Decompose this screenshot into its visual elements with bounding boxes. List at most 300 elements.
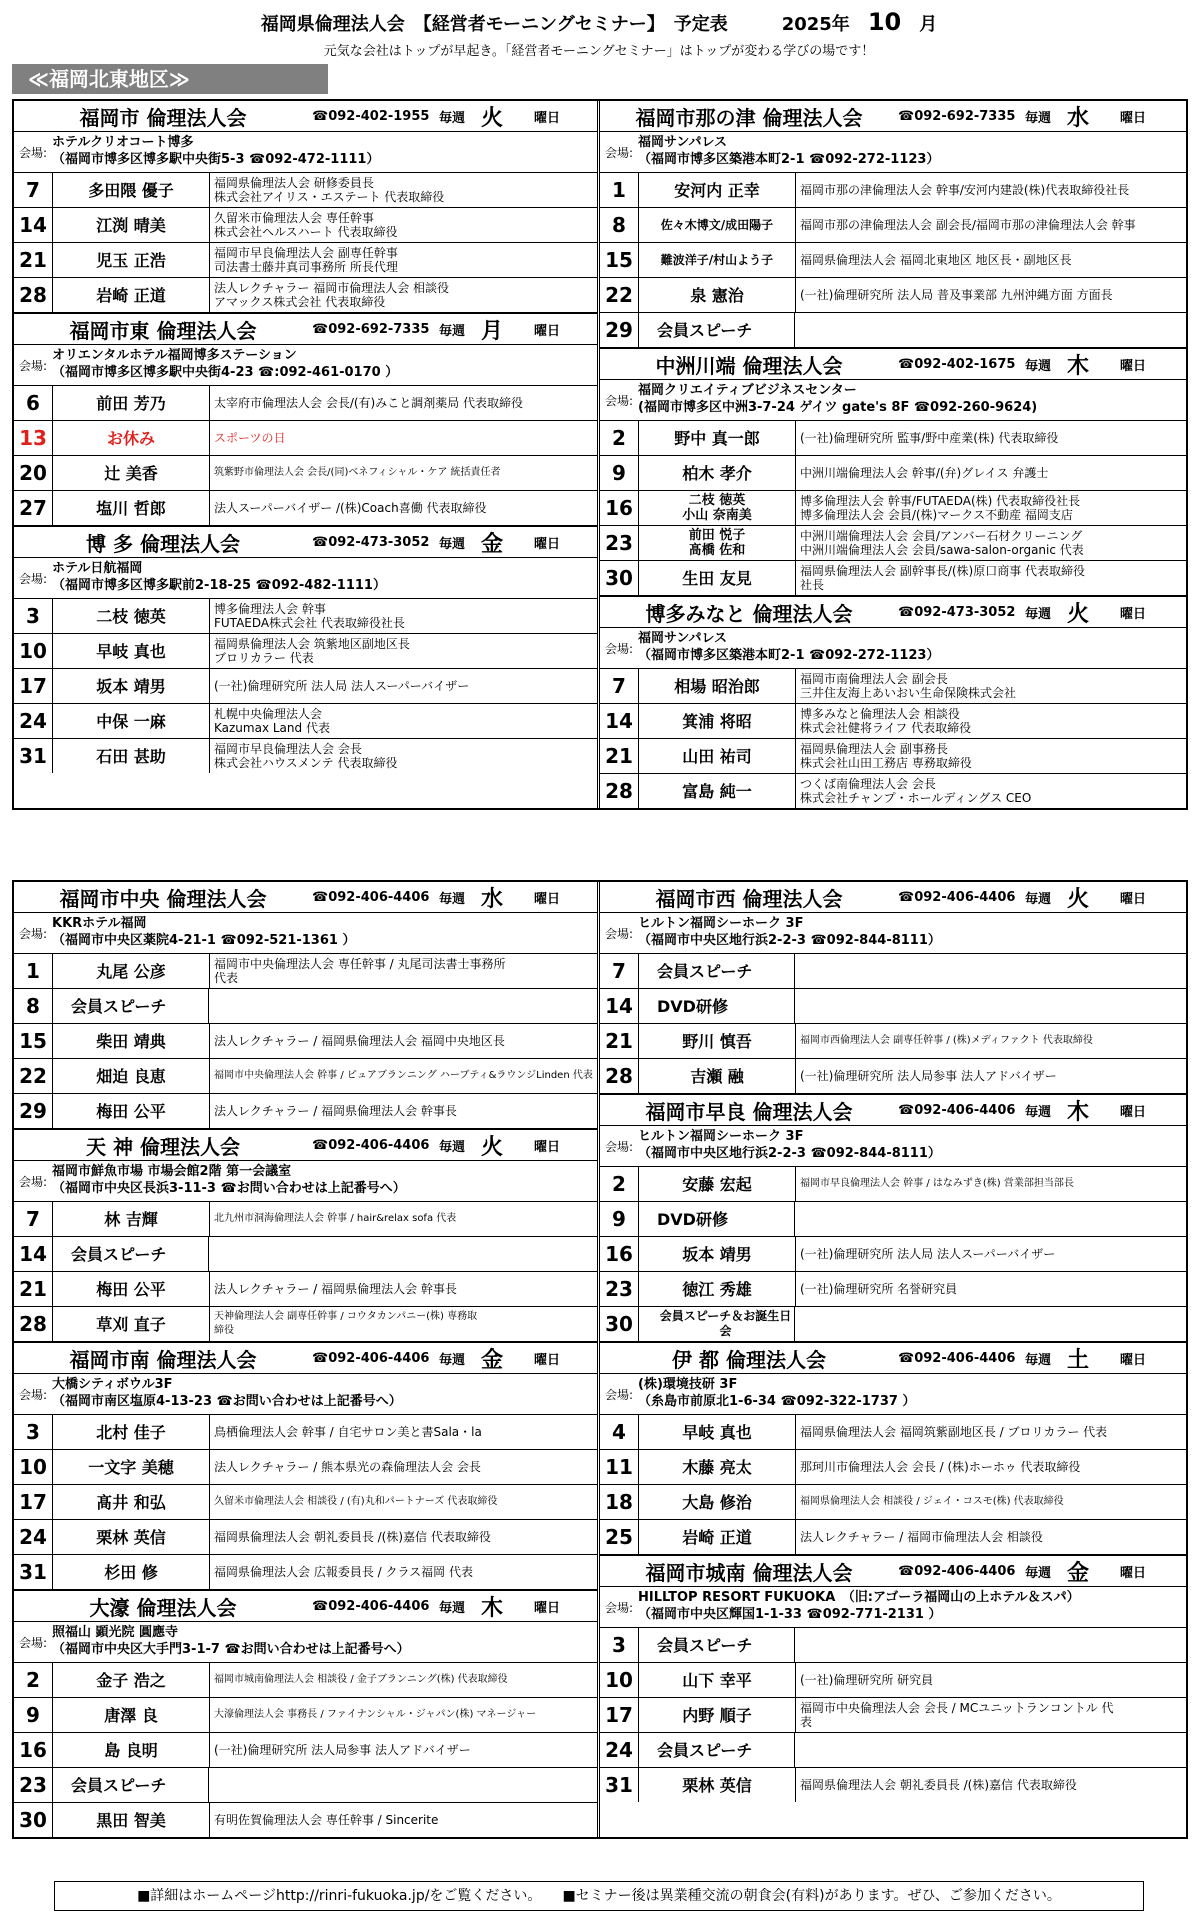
date: 23 (600, 526, 639, 560)
chapter-phone: ☎092-406-4406 (312, 1350, 430, 1366)
speaker-title (210, 1202, 597, 1236)
speaker-title-line1: 天神倫理法人会 副専任幹事 / コウタカンパニー(株) 専務取 (214, 1311, 478, 1322)
speaker-name: 梅田 公平 (53, 1094, 210, 1128)
schedule-row (14, 173, 597, 208)
schedule-row (14, 386, 597, 421)
venue-name: KKRホテル福岡 (52, 916, 147, 931)
date: 30 (600, 1307, 639, 1341)
speaker-title (210, 1698, 597, 1732)
venue (14, 558, 597, 599)
card (14, 1591, 597, 1837)
schedule-row (600, 704, 1186, 739)
speaker-title-line1: 大濠倫理法人会 事務長 / ファイナンシャル・ジャパン(株) マネージャー (214, 1709, 537, 1720)
date: 21 (600, 1024, 639, 1058)
speaker-name: 会員スピーチ (53, 1768, 209, 1802)
speaker-title-line1: 札幌中央倫理法人会 (214, 707, 323, 721)
speaker-title (796, 173, 1186, 207)
date: 22 (14, 1059, 53, 1093)
youbi-label: 曜日 (1119, 110, 1146, 126)
speaker-title-line1: 福岡県倫理法人会 副幹事長/(株)原口商事 代表取締役 (800, 564, 1086, 578)
chapter-phone: ☎092-402-1955 (312, 108, 430, 124)
weekday: 金 (480, 1347, 503, 1373)
speaker-title (210, 599, 597, 633)
chapter-name: 福岡市東 倫理法人会 (69, 318, 257, 343)
chapter-phone: ☎092-406-4406 (898, 1350, 1016, 1366)
speaker-title-line1: 福岡県倫理法人会 相談役 / ジェイ・コスモ(株) 代表取締役 (800, 1496, 1064, 1507)
youbi-label: 曜日 (1119, 606, 1146, 622)
date: 23 (600, 1272, 639, 1306)
speaker-name: 内野 順子 (639, 1698, 796, 1732)
date: 7 (600, 954, 639, 988)
speaker-title-line2: 株式会社ハウスメンテ 代表取締役 (214, 756, 398, 770)
date: 10 (14, 634, 53, 668)
speaker-title (210, 173, 597, 207)
speaker-title-line1: 博多みなと倫理法人会 相談役 (800, 707, 960, 721)
weekday: 火 (480, 1134, 503, 1160)
venue-text (638, 1126, 1186, 1166)
speaker-title-line1: 福岡市中央倫理法人会 専任幹事 / 丸尾司法書士事務所 (214, 957, 506, 971)
speaker-name: 岩崎 正道 (639, 1520, 796, 1554)
venue-label: 会場: (18, 1174, 48, 1189)
speaker-title (210, 421, 597, 455)
speaker-title-line1: 中洲川端倫理法人会 会員/アンバー石材クリーニング (800, 529, 1083, 543)
speaker-title-line1: 那珂川市倫理法人会 会長 / (株)ホーホゥ 代表取締役 (800, 1460, 1081, 1474)
venue-address: （福岡市博多区博多駅中央街4-23 ☎:092-461-0170 ） (52, 365, 399, 380)
schedule-row (14, 421, 597, 456)
schedule-row (600, 208, 1186, 243)
speaker-name: 一文字 美穂 (53, 1450, 210, 1484)
date: 9 (600, 456, 639, 490)
speaker-title-line1: (一社)倫理研究所 名誉研究員 (800, 1282, 958, 1296)
venue-address: （福岡市博多区築港本町2-1 ☎092-272-1123） (638, 648, 940, 663)
speaker-name: 丸尾 公彦 (53, 954, 210, 988)
speaker-title-line1: 福岡市中央倫理法人会 幹事 / ピュアブランニング ハーブティ&ラウンジLinden 代表 (214, 1070, 593, 1081)
schedule-row (14, 1272, 597, 1307)
speaker-name: 島 良明 (53, 1733, 210, 1767)
date: 18 (600, 1485, 639, 1519)
date: 11 (600, 1450, 639, 1484)
schedule-row (14, 1520, 597, 1555)
venue-label: 会場: (604, 641, 634, 656)
venue-address: （福岡市博多区博多駅中央街5-3 ☎092-472-1111） (52, 152, 380, 167)
speaker-name: 佐々木博文/成田陽子 (639, 208, 796, 242)
speaker-name: 安藤 宏起 (639, 1167, 796, 1201)
venue-label: 会場: (604, 1387, 634, 1402)
weekly-label: 毎週 (438, 1139, 465, 1155)
speaker-title (209, 1237, 597, 1271)
youbi-label: 曜日 (533, 1352, 560, 1368)
speaker-title-line1: 鳥栖倫理法人会 幹事 / 自宅サロン美と書Sala・la (214, 1425, 482, 1439)
schedule-row (14, 1059, 597, 1094)
venue-address: （福岡市中央区薬院4-21-1 ☎092-521-1361 ） (52, 933, 356, 948)
speaker-title-line1: つくば南倫理法人会 会長 (800, 777, 936, 791)
schedule-row (14, 1698, 597, 1733)
chapter-header (600, 1343, 1186, 1374)
date: 7 (14, 173, 53, 207)
speaker-title-line1: 福岡市城南倫理法人会 相談役 / 金子ブランニング(株) 代表取締役 (214, 1674, 508, 1685)
speaker-title-line1: 法人スーパーバイザー /(株)Coach喜働 代表取締役 (214, 501, 487, 515)
speaker-title-line1: (一社)倫理研究所 法人局参事 法人アドバイザー (214, 1743, 471, 1757)
chapter-header (14, 882, 597, 913)
speaker-title-line1: 法人レクチャラー / 福岡県倫理法人会 幹事長 (214, 1282, 457, 1296)
speaker-title (210, 954, 597, 988)
card (14, 882, 597, 1130)
date: 7 (14, 1202, 53, 1236)
chapter-header (600, 1095, 1186, 1126)
speaker-title (796, 1485, 1186, 1519)
speaker-title-line1: 福岡市那の津倫理法人会 副会長/福岡市那の津倫理法人会 幹事 (800, 218, 1136, 232)
card (600, 597, 1186, 808)
footer-right: ■セミナー後は異業種交流の朝食会(有料)があります。ぜひ、ご参加ください。 (562, 1888, 1061, 1904)
date: 17 (600, 1698, 639, 1732)
speaker-title (796, 526, 1186, 560)
speaker-title-line1: 法人レクチャラー / 福岡市倫理法人会 相談役 (800, 1530, 1043, 1544)
speaker-name: 二枝 徳英 (53, 599, 210, 633)
date: 2 (600, 1167, 639, 1201)
speaker-name: お休み (53, 421, 210, 455)
speaker-title (210, 456, 597, 490)
schedule-row (14, 954, 597, 989)
weekday: 火 (480, 105, 503, 131)
date: 23 (14, 1768, 53, 1802)
venue-address: （糸島市前原北1-6-34 ☎092-322-1737 ） (638, 1394, 916, 1409)
chapter-name: 福岡市中央 倫理法人会 (59, 886, 267, 911)
venue (600, 1126, 1186, 1167)
venue-name: (株)環境技研 3F (638, 1377, 738, 1392)
venue-name: 福岡サンパレス (638, 631, 728, 646)
speaker-title (796, 1059, 1186, 1093)
date: 30 (14, 1803, 53, 1837)
venue-address: （福岡市中央区地行浜2-2-3 ☎092-844-8111） (638, 933, 941, 948)
youbi-label: 曜日 (533, 1600, 560, 1616)
venue-name: 照福山 顕光院 圓應寺 (52, 1625, 179, 1640)
speaker-title-line2: 締役 (214, 1325, 234, 1336)
venue-name: 福岡市鮮魚市場 市場会館2階 第一会議室 (52, 1164, 292, 1179)
date: 14 (14, 208, 53, 242)
chapter-header (14, 527, 597, 558)
card (600, 101, 1186, 349)
speaker-name: 梅田 公平 (53, 1272, 210, 1306)
card (14, 101, 597, 314)
speaker-name: 山田 祐司 (639, 739, 796, 773)
speaker-title-line1: (一社)倫理研究所 監事/野中産業(株) 代表取締役 (800, 431, 1059, 445)
schedule-row (600, 1450, 1186, 1485)
speaker-name: 会員スピーチ (53, 989, 209, 1023)
chapter-header (14, 1130, 597, 1161)
date: 24 (14, 1520, 53, 1554)
date: 3 (600, 1628, 639, 1662)
speaker-title-line2: 代表 (214, 971, 239, 985)
speaker-title (796, 669, 1186, 703)
date: 20 (14, 456, 53, 490)
speaker-title-line1: 法人レクチャラー / 福岡県倫理法人会 福岡中央地区長 (214, 1034, 505, 1048)
venue-address: （福岡市中央区長浜3-11-3 ☎お問い合わせは上記番号へ） (52, 1181, 406, 1196)
speaker-title (795, 954, 1186, 988)
chapter-phone: ☎092-692-7335 (312, 321, 430, 337)
speaker-name: 杉田 修 (53, 1555, 210, 1589)
speaker-name: 辻 美香 (53, 456, 210, 490)
venue-text (638, 913, 1186, 953)
speaker-name: 早岐 真也 (53, 634, 210, 668)
date: 31 (600, 1768, 639, 1802)
chapter-header (600, 1556, 1186, 1587)
date: 27 (14, 491, 53, 525)
venue-address: （福岡市博多区築港本町2-1 ☎092-272-1123） (638, 152, 940, 167)
schedule-row (14, 1202, 597, 1237)
card (600, 1343, 1186, 1556)
speaker-title-line2: 株式会社ヘルスハート 代表取締役 (214, 225, 398, 239)
speaker-title (210, 704, 597, 738)
speaker-title-line2: アマックス株式会社 代表取締役 (214, 295, 386, 309)
speaker-title-line1: 福岡県倫理法人会 研修委員長 (214, 176, 374, 190)
date: 7 (600, 669, 639, 703)
speaker-name: 北村 佳子 (53, 1415, 210, 1449)
speaker-title (796, 1167, 1186, 1201)
card (14, 314, 597, 527)
venue-text (52, 132, 597, 172)
schedule-row (600, 1272, 1186, 1307)
venue-label: 会場: (18, 926, 48, 941)
schedule-row (14, 599, 597, 634)
chapter-phone: ☎092-692-7335 (898, 108, 1016, 124)
speaker-title-line1: 福岡市中央倫理法人会 会長 / MCユニットランコントル 代 (800, 1701, 1114, 1715)
venue-text (52, 345, 597, 385)
speaker-title (796, 278, 1186, 312)
speaker-title (796, 456, 1186, 490)
youbi-label: 曜日 (533, 110, 560, 126)
date: 29 (600, 313, 639, 347)
weekday: 木 (480, 1595, 503, 1621)
speaker-name: 児玉 正浩 (53, 243, 210, 277)
speaker-title-line1: 法人レクチャラー / 福岡県倫理法人会 幹事長 (214, 1104, 457, 1118)
speaker-name: 早岐 真也 (639, 1415, 796, 1449)
schedule-row (600, 421, 1186, 456)
speaker-name: 前田 芳乃 (53, 386, 210, 420)
speaker-title (796, 739, 1186, 773)
speaker-name: 畑迫 良恵 (53, 1059, 210, 1093)
card (600, 1095, 1186, 1343)
speaker-title-line1: 福岡県倫理法人会 広報委員長 / クラス福岡 代表 (214, 1565, 473, 1579)
date: 21 (14, 1272, 53, 1306)
speaker-title (210, 208, 597, 242)
speaker-name: 泉 憲治 (639, 278, 796, 312)
venue-label: 会場: (604, 926, 634, 941)
venue-name: オリエンタルホテル福岡博多ステーション (52, 348, 297, 363)
speaker-title-line2: Kazumax Land 代表 (214, 721, 330, 735)
speaker-title (796, 1768, 1186, 1802)
speaker-name: 箕浦 将昭 (639, 704, 796, 738)
title-month-unit: 月 (919, 14, 938, 35)
speaker-title (210, 1485, 597, 1519)
speaker-name: 中保 一麻 (53, 704, 210, 738)
date: 17 (14, 1485, 53, 1519)
speaker-title-line1: (一社)倫理研究所 法人局 法人スーパーバイザー (800, 1247, 1056, 1261)
weekday: 水 (1066, 105, 1089, 131)
footer-note (54, 1881, 1144, 1911)
venue (600, 913, 1186, 954)
venue-label: 会場: (18, 358, 48, 373)
youbi-label: 曜日 (533, 323, 560, 339)
date: 9 (600, 1202, 639, 1236)
speaker-title-line1: 博多倫理法人会 幹事/FUTAEDA(株) 代表取締役社長 (800, 494, 1081, 508)
speaker-name: 会員スピーチ (639, 954, 795, 988)
speaker-name: 坂本 靖男 (53, 669, 210, 703)
youbi-label: 曜日 (533, 536, 560, 552)
speaker-title-line1: (一社)倫理研究所 法人局 普及事業部 九州沖縄方面 方面長 (800, 288, 1113, 302)
date: 25 (600, 1520, 639, 1554)
speaker-name: 木藤 亮太 (639, 1450, 796, 1484)
date: 2 (14, 1663, 53, 1697)
schedule-row (14, 1024, 597, 1059)
date: 17 (14, 669, 53, 703)
speaker-title-line1: 福岡県倫理法人会 福岡北東地区 地区長・副地区長 (800, 253, 1072, 267)
venue-text (638, 1587, 1186, 1627)
schedule-row (14, 491, 597, 525)
chapter-name: 天 神 倫理法人会 (86, 1134, 240, 1159)
speaker-title-line1: 博多倫理法人会 幹事 (214, 602, 326, 616)
chapter-header (600, 597, 1186, 628)
speaker-title (796, 704, 1186, 738)
schedule-row (600, 1663, 1186, 1698)
schedule-row (600, 491, 1186, 526)
chapter-name: 福岡市西 倫理法人会 (655, 886, 843, 911)
date: 9 (14, 1698, 53, 1732)
speaker-title (796, 208, 1186, 242)
venue-address: （福岡市南区塩原4-13-23 ☎お問い合わせは上記番号へ） (52, 1394, 402, 1409)
speaker-name: 唐澤 良 (53, 1698, 210, 1732)
schedule-row (600, 1415, 1186, 1450)
schedule-row (14, 704, 597, 739)
speaker-name: 会員スピーチ (53, 1237, 209, 1271)
header (0, 0, 1198, 64)
area-label: ≪福岡北東地区≫ (12, 64, 328, 94)
schedule-row (600, 1485, 1186, 1520)
speaker-name: 難波洋子/村山よう子 (639, 243, 796, 277)
chapter-name: 福岡市 倫理法人会 (79, 105, 247, 130)
schedule-row (14, 1485, 597, 1520)
venue-label: 会場: (18, 1387, 48, 1402)
venue-name: 福岡クリエイティブビジネスセンター (638, 383, 857, 398)
speaker-title-line2: 司法書士藤井真司事務所 所長代理 (214, 260, 398, 274)
speaker-title (210, 1094, 597, 1128)
speaker-name: 栗林 英信 (639, 1768, 796, 1802)
speaker-title-line2: 中洲川端倫理法人会 会員/sawa-salon-organic 代表 (800, 543, 1084, 557)
venue-name: ヒルトン福岡シーホーク 3F (638, 1129, 804, 1144)
col-right-bottom (600, 882, 1186, 1837)
date: 1 (600, 173, 639, 207)
block-top (12, 99, 1188, 810)
speaker-title-line2: 社長 (800, 578, 825, 592)
title-month: 10 (867, 8, 902, 36)
schedule-row (600, 1768, 1186, 1802)
weekday: 月 (480, 318, 503, 344)
schedule-row (600, 774, 1186, 808)
date: 21 (14, 243, 53, 277)
schedule-row (14, 456, 597, 491)
speaker-title-line1: 福岡市早良倫理法人会 副専任幹事 (214, 246, 398, 260)
speaker-name: 生田 友見 (639, 561, 796, 595)
speaker-title-line1: 福岡市早良倫理法人会 会長 (214, 742, 362, 756)
speaker-name: 石田 甚助 (53, 739, 210, 773)
schedule-row (600, 1202, 1186, 1237)
chapter-phone: ☎092-406-4406 (898, 1102, 1016, 1118)
weekday: 火 (1066, 886, 1089, 912)
speaker-title-line1: (一社)倫理研究所 法人局 法人スーパーバイザー (214, 679, 470, 693)
speaker-title (795, 989, 1186, 1023)
speaker-title (795, 313, 1186, 347)
speaker-name: 会員スピーチ＆お誕生日会 (639, 1307, 795, 1341)
speaker-title (210, 1663, 597, 1697)
card (14, 527, 597, 773)
weekday: 金 (480, 531, 503, 557)
speaker-name: 安河内 正幸 (639, 173, 796, 207)
speaker-name: 塩川 哲郎 (53, 491, 210, 525)
venue (14, 913, 597, 954)
speaker-name: 林 吉輝 (53, 1202, 210, 1236)
block-bottom (12, 880, 1188, 1839)
venue-label: 会場: (604, 1600, 634, 1615)
venue (14, 345, 597, 386)
chapter-name: 福岡市城南 倫理法人会 (645, 1560, 853, 1585)
weekday: 水 (480, 886, 503, 912)
schedule-row (14, 1733, 597, 1768)
col-left-bottom (14, 882, 600, 1837)
card (600, 882, 1186, 1095)
venue-name: 福岡サンパレス (638, 135, 728, 150)
chapter-header (600, 349, 1186, 380)
venue-text (52, 1374, 597, 1414)
speaker-title-line1: (一社)倫理研究所 法人局参事 法人アドバイザー (800, 1069, 1057, 1083)
speaker-title (796, 561, 1186, 595)
venue-address: （福岡市中央区地行浜2-2-3 ☎092-844-8111） (638, 1146, 941, 1161)
speaker-name: 前田 悦子 髙橋 佐和 (639, 526, 796, 560)
venue-text (638, 1374, 1186, 1414)
speaker-title-line1: 法人レクチャラー 福岡市倫理法人会 相談役 (214, 281, 450, 295)
speaker-title-line2: 三井住友海上あいおい生命保険株式会社 (800, 686, 1017, 700)
schedule-row (600, 456, 1186, 491)
date: 16 (600, 491, 639, 525)
speaker-title-line1: 久留米市倫理法人会 相談役 / (有)丸和パートナーズ 代表取締役 (214, 1496, 498, 1507)
venue (14, 132, 597, 173)
youbi-label: 曜日 (1119, 891, 1146, 907)
date: 24 (14, 704, 53, 738)
weekly-label: 毎週 (1024, 1352, 1051, 1368)
venue-name: HILLTOP RESORT FUKUOKA （旧:アゴーラ福岡山の上ホテル＆スパ） (638, 1590, 1080, 1605)
speaker-name: 多田隈 優子 (53, 173, 210, 207)
venue-label: 会場: (18, 571, 48, 586)
date: 29 (14, 1094, 53, 1128)
youbi-label: 曜日 (533, 891, 560, 907)
card (600, 1556, 1186, 1802)
speaker-title-line1: 福岡市那の津倫理法人会 幹事/安河内建設(株)代表取締役社長 (800, 183, 1130, 197)
date: 13 (14, 421, 53, 455)
date: 3 (14, 1415, 53, 1449)
schedule-row (600, 1628, 1186, 1663)
speaker-name: 徳江 秀雄 (639, 1272, 796, 1306)
speaker-name: 野川 慎吾 (639, 1024, 796, 1058)
venue-text (52, 1622, 597, 1662)
weekly-label: 毎週 (1024, 1565, 1051, 1581)
speaker-title (210, 1733, 597, 1767)
speaker-title-line1: 太宰府市倫理法人会 会長/(有)みこと調剤薬局 代表取締役 (214, 396, 524, 410)
weekly-label: 毎週 (1024, 110, 1051, 126)
schedule-row (600, 669, 1186, 704)
schedule-row (14, 1450, 597, 1485)
speaker-name: 二枝 徳英 小山 奈南美 (639, 491, 796, 525)
date: 10 (14, 1450, 53, 1484)
speaker-title (796, 1450, 1186, 1484)
schedule-row (600, 173, 1186, 208)
